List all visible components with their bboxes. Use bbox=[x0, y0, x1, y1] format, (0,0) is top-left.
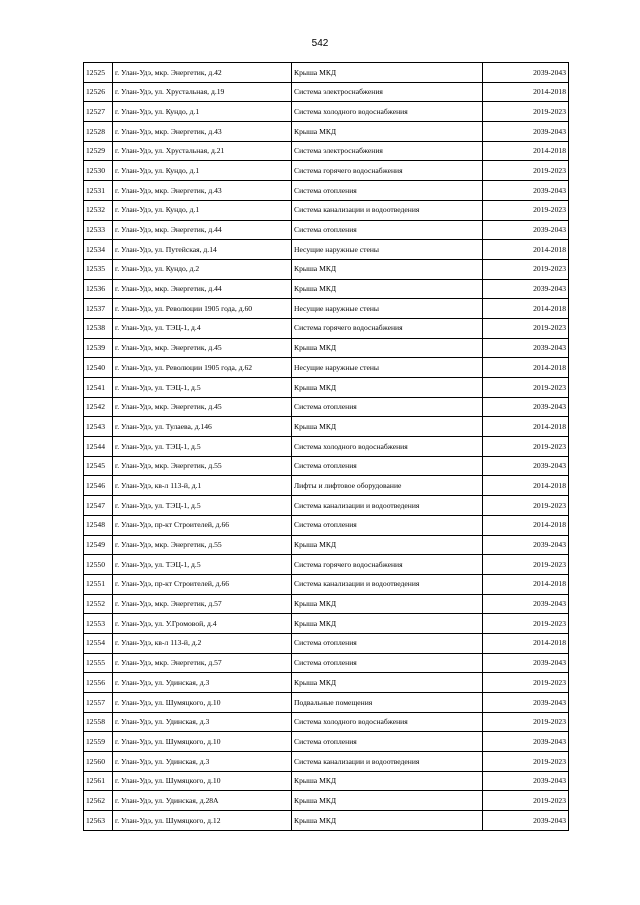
row-work-type: Система электроснабжения bbox=[292, 82, 483, 102]
row-address: г. Улан-Удэ, мкр. Энергетик, д.42 bbox=[113, 63, 292, 83]
row-number: 12563 bbox=[84, 811, 113, 831]
row-number: 12546 bbox=[84, 476, 113, 496]
table-row bbox=[84, 338, 569, 358]
table-row bbox=[84, 181, 569, 201]
row-period: 2039-2043 bbox=[483, 338, 569, 358]
row-number: 12553 bbox=[84, 614, 113, 634]
row-number: 12559 bbox=[84, 732, 113, 752]
table-row bbox=[84, 594, 569, 614]
row-work-type: Система канализации и водоотведения bbox=[292, 496, 483, 516]
row-work-type: Система холодного водоснабжения bbox=[292, 437, 483, 457]
row-period: 2019-2023 bbox=[483, 259, 569, 279]
row-number: 12538 bbox=[84, 318, 113, 338]
row-work-type: Несущие наружные стены bbox=[292, 299, 483, 319]
row-number: 12536 bbox=[84, 279, 113, 299]
row-number: 12551 bbox=[84, 574, 113, 594]
row-work-type: Крыша МКД bbox=[292, 63, 483, 83]
table-row bbox=[84, 693, 569, 713]
row-number: 12561 bbox=[84, 771, 113, 791]
row-number: 12542 bbox=[84, 397, 113, 417]
row-work-type: Система холодного водоснабжения bbox=[292, 712, 483, 732]
row-work-type: Крыша МКД bbox=[292, 535, 483, 555]
row-number: 12550 bbox=[84, 555, 113, 575]
row-period: 2039-2043 bbox=[483, 693, 569, 713]
row-number: 12527 bbox=[84, 102, 113, 122]
row-number: 12539 bbox=[84, 338, 113, 358]
row-work-type: Система отопления bbox=[292, 732, 483, 752]
row-work-type: Система горячего водоснабжения bbox=[292, 555, 483, 575]
row-address: г. Улан-Удэ, мкр. Энергетик, д.44 bbox=[113, 279, 292, 299]
row-period: 2019-2023 bbox=[483, 712, 569, 732]
row-address: г. Улан-Удэ, ул. ТЭЦ-1, д.5 bbox=[113, 496, 292, 516]
row-period: 2019-2023 bbox=[483, 496, 569, 516]
table-row bbox=[84, 791, 569, 811]
row-work-type: Крыша МКД bbox=[292, 378, 483, 398]
table-row bbox=[84, 535, 569, 555]
row-address: г. Улан-Удэ, ул. ТЭЦ-1, д.5 bbox=[113, 555, 292, 575]
row-number: 12528 bbox=[84, 122, 113, 142]
row-number: 12544 bbox=[84, 437, 113, 457]
row-address: г. Улан-Удэ, ул. Хрустальная, д.21 bbox=[113, 141, 292, 161]
row-address: г. Улан-Удэ, ул. Шумяцкого, д.12 bbox=[113, 811, 292, 831]
row-address: г. Улан-Удэ, ул. Кундо, д.1 bbox=[113, 200, 292, 220]
row-address: г. Улан-Удэ, ул. ТЭЦ-1, д.5 bbox=[113, 378, 292, 398]
row-address: г. Улан-Удэ, мкр. Энергетик, д.43 bbox=[113, 122, 292, 142]
row-address: г. Улан-Удэ, ул. Тулаева, д.146 bbox=[113, 417, 292, 437]
row-period: 2039-2043 bbox=[483, 811, 569, 831]
table-row bbox=[84, 122, 569, 142]
row-address: г. Улан-Удэ, мкр. Энергетик, д.44 bbox=[113, 220, 292, 240]
row-address: г. Улан-Удэ, мкр. Энергетик, д.43 bbox=[113, 181, 292, 201]
row-address: г. Улан-Удэ, ул. Кундо, д.1 bbox=[113, 102, 292, 122]
table-row bbox=[84, 102, 569, 122]
table-row bbox=[84, 771, 569, 791]
row-period: 2014-2018 bbox=[483, 82, 569, 102]
row-period: 2039-2043 bbox=[483, 279, 569, 299]
table-row bbox=[84, 633, 569, 653]
row-period: 2019-2023 bbox=[483, 614, 569, 634]
row-period: 2014-2018 bbox=[483, 358, 569, 378]
row-period: 2014-2018 bbox=[483, 574, 569, 594]
row-work-type: Крыша МКД bbox=[292, 417, 483, 437]
row-number: 12556 bbox=[84, 673, 113, 693]
table-row bbox=[84, 811, 569, 831]
table-row bbox=[84, 397, 569, 417]
row-work-type: Несущие наружные стены bbox=[292, 358, 483, 378]
row-address: г. Улан-Удэ, мкр. Энергетик, д.55 bbox=[113, 456, 292, 476]
row-number: 12526 bbox=[84, 82, 113, 102]
row-period: 2019-2023 bbox=[483, 378, 569, 398]
row-work-type: Система канализации и водоотведения bbox=[292, 574, 483, 594]
row-period: 2019-2023 bbox=[483, 555, 569, 575]
table-row bbox=[84, 496, 569, 516]
row-address: г. Улан-Удэ, мкр. Энергетик, д.57 bbox=[113, 594, 292, 614]
row-period: 2039-2043 bbox=[483, 771, 569, 791]
table-row bbox=[84, 200, 569, 220]
row-address: г. Улан-Удэ, мкр. Энергетик, д.45 bbox=[113, 338, 292, 358]
table-row bbox=[84, 63, 569, 83]
row-number: 12533 bbox=[84, 220, 113, 240]
row-number: 12531 bbox=[84, 181, 113, 201]
row-work-type: Система канализации и водоотведения bbox=[292, 752, 483, 772]
row-address: г. Улан-Удэ, ул. ТЭЦ-1, д.4 bbox=[113, 318, 292, 338]
row-number: 12534 bbox=[84, 240, 113, 260]
row-address: г. Улан-Удэ, мкр. Энергетик, д.55 bbox=[113, 535, 292, 555]
row-work-type: Несущие наружные стены bbox=[292, 240, 483, 260]
row-number: 12552 bbox=[84, 594, 113, 614]
row-number: 12541 bbox=[84, 378, 113, 398]
row-work-type: Система электроснабжения bbox=[292, 141, 483, 161]
row-address: г. Улан-Удэ, ул. Революции 1905 года, д.62 bbox=[113, 358, 292, 378]
table-row bbox=[84, 318, 569, 338]
row-number: 12547 bbox=[84, 496, 113, 516]
row-work-type: Система горячего водоснабжения bbox=[292, 161, 483, 181]
table-row bbox=[84, 712, 569, 732]
table-row bbox=[84, 574, 569, 594]
row-work-type: Система отопления bbox=[292, 220, 483, 240]
row-number: 12549 bbox=[84, 535, 113, 555]
row-work-type: Крыша МКД bbox=[292, 791, 483, 811]
row-work-type: Система отопления bbox=[292, 456, 483, 476]
row-period: 2019-2023 bbox=[483, 200, 569, 220]
table-row bbox=[84, 456, 569, 476]
registry-table-body bbox=[84, 63, 569, 831]
row-number: 12557 bbox=[84, 693, 113, 713]
row-number: 12543 bbox=[84, 417, 113, 437]
row-work-type: Система отопления bbox=[292, 515, 483, 535]
row-period: 2039-2043 bbox=[483, 653, 569, 673]
table-row bbox=[84, 279, 569, 299]
table-row bbox=[84, 82, 569, 102]
row-period: 2014-2018 bbox=[483, 141, 569, 161]
row-period: 2019-2023 bbox=[483, 318, 569, 338]
row-address: г. Улан-Удэ, ул. Удинская, д.3 bbox=[113, 712, 292, 732]
row-number: 12530 bbox=[84, 161, 113, 181]
row-address: г. Улан-Удэ, мкр. Энергетик, д.57 bbox=[113, 653, 292, 673]
row-period: 2014-2018 bbox=[483, 633, 569, 653]
table-row bbox=[84, 358, 569, 378]
row-address: г. Улан-Удэ, мкр. Энергетик, д.45 bbox=[113, 397, 292, 417]
row-period: 2019-2023 bbox=[483, 791, 569, 811]
row-address: г. Улан-Удэ, пр-кт Строителей, д.66 bbox=[113, 574, 292, 594]
row-address: г. Улан-Удэ, ул. Удинская, д.3 bbox=[113, 752, 292, 772]
table-row bbox=[84, 476, 569, 496]
table-row bbox=[84, 141, 569, 161]
table-row bbox=[84, 259, 569, 279]
row-number: 12560 bbox=[84, 752, 113, 772]
row-number: 12545 bbox=[84, 456, 113, 476]
row-address: г. Улан-Удэ, ул. ТЭЦ-1, д.5 bbox=[113, 437, 292, 457]
row-work-type: Система отопления bbox=[292, 181, 483, 201]
row-work-type: Система холодного водоснабжения bbox=[292, 102, 483, 122]
table-row bbox=[84, 515, 569, 535]
row-period: 2014-2018 bbox=[483, 515, 569, 535]
row-address: г. Улан-Удэ, ул. Удинская, д.28А bbox=[113, 791, 292, 811]
row-period: 2039-2043 bbox=[483, 397, 569, 417]
row-work-type: Крыша МКД bbox=[292, 122, 483, 142]
row-period: 2039-2043 bbox=[483, 220, 569, 240]
row-period: 2039-2043 bbox=[483, 122, 569, 142]
row-work-type: Крыша МКД bbox=[292, 338, 483, 358]
row-address: г. Улан-Удэ, ул. Путейская, д.14 bbox=[113, 240, 292, 260]
row-number: 12540 bbox=[84, 358, 113, 378]
table-row bbox=[84, 437, 569, 457]
row-number: 12558 bbox=[84, 712, 113, 732]
row-address: г. Улан-Удэ, ул. Удинская, д.3 bbox=[113, 673, 292, 693]
table-row bbox=[84, 673, 569, 693]
row-period: 2014-2018 bbox=[483, 240, 569, 260]
table-row bbox=[84, 299, 569, 319]
row-period: 2039-2043 bbox=[483, 456, 569, 476]
row-number: 12537 bbox=[84, 299, 113, 319]
row-address: г. Улан-Удэ, ул. Кундо, д.1 bbox=[113, 161, 292, 181]
page-number: 542 bbox=[311, 38, 329, 49]
table-row bbox=[84, 161, 569, 181]
row-work-type: Подвальные помещения bbox=[292, 693, 483, 713]
row-period: 2039-2043 bbox=[483, 594, 569, 614]
row-address: г. Улан-Удэ, ул. У.Громовой, д.4 bbox=[113, 614, 292, 634]
registry-table bbox=[83, 62, 569, 831]
row-period: 2014-2018 bbox=[483, 417, 569, 437]
row-work-type: Крыша МКД bbox=[292, 594, 483, 614]
row-work-type: Система отопления bbox=[292, 653, 483, 673]
row-period: 2039-2043 bbox=[483, 181, 569, 201]
row-address: г. Улан-Удэ, ул. Кундо, д.2 bbox=[113, 259, 292, 279]
row-work-type: Система горячего водоснабжения bbox=[292, 318, 483, 338]
row-address: г. Улан-Удэ, ул. Хрустальная, д.19 bbox=[113, 82, 292, 102]
row-number: 12532 bbox=[84, 200, 113, 220]
row-address: г. Улан-Удэ, ул. Шумяцкого, д.10 bbox=[113, 693, 292, 713]
row-work-type: Крыша МКД bbox=[292, 811, 483, 831]
row-number: 12525 bbox=[84, 63, 113, 83]
table-row bbox=[84, 417, 569, 437]
table-row bbox=[84, 240, 569, 260]
row-period: 2039-2043 bbox=[483, 732, 569, 752]
row-period: 2039-2043 bbox=[483, 535, 569, 555]
row-address: г. Улан-Удэ, пр-кт Строителей, д.66 bbox=[113, 515, 292, 535]
row-number: 12554 bbox=[84, 633, 113, 653]
table-row bbox=[84, 220, 569, 240]
row-number: 12548 bbox=[84, 515, 113, 535]
table-row bbox=[84, 614, 569, 634]
table-row bbox=[84, 378, 569, 398]
table-row bbox=[84, 752, 569, 772]
row-work-type: Крыша МКД bbox=[292, 771, 483, 791]
row-address: г. Улан-Удэ, ул. Революции 1905 года, д.60 bbox=[113, 299, 292, 319]
row-number: 12535 bbox=[84, 259, 113, 279]
table-row bbox=[84, 653, 569, 673]
row-period: 2014-2018 bbox=[483, 476, 569, 496]
row-address: г. Улан-Удэ, ул. Шумяцкого, д.10 bbox=[113, 771, 292, 791]
row-work-type: Крыша МКД bbox=[292, 279, 483, 299]
row-period: 2019-2023 bbox=[483, 102, 569, 122]
row-work-type: Крыша МКД bbox=[292, 673, 483, 693]
row-period: 2019-2023 bbox=[483, 752, 569, 772]
row-number: 12555 bbox=[84, 653, 113, 673]
row-address: г. Улан-Удэ, кв-л 113-й, д.1 bbox=[113, 476, 292, 496]
row-work-type: Лифты и лифтовое оборудование bbox=[292, 476, 483, 496]
row-period: 2019-2023 bbox=[483, 673, 569, 693]
row-number: 12562 bbox=[84, 791, 113, 811]
row-number: 12529 bbox=[84, 141, 113, 161]
row-work-type: Система отопления bbox=[292, 397, 483, 417]
row-address: г. Улан-Удэ, ул. Шумяцкого, д.10 bbox=[113, 732, 292, 752]
row-period: 2019-2023 bbox=[483, 437, 569, 457]
table-row bbox=[84, 555, 569, 575]
row-work-type: Крыша МКД bbox=[292, 614, 483, 634]
row-period: 2014-2018 bbox=[483, 299, 569, 319]
row-period: 2019-2023 bbox=[483, 161, 569, 181]
table-row bbox=[84, 732, 569, 752]
row-address: г. Улан-Удэ, кв-л 113-й, д.2 bbox=[113, 633, 292, 653]
row-work-type: Крыша МКД bbox=[292, 259, 483, 279]
row-period: 2039-2043 bbox=[483, 63, 569, 83]
row-work-type: Система отопления bbox=[292, 633, 483, 653]
row-work-type: Система канализации и водоотведения bbox=[292, 200, 483, 220]
